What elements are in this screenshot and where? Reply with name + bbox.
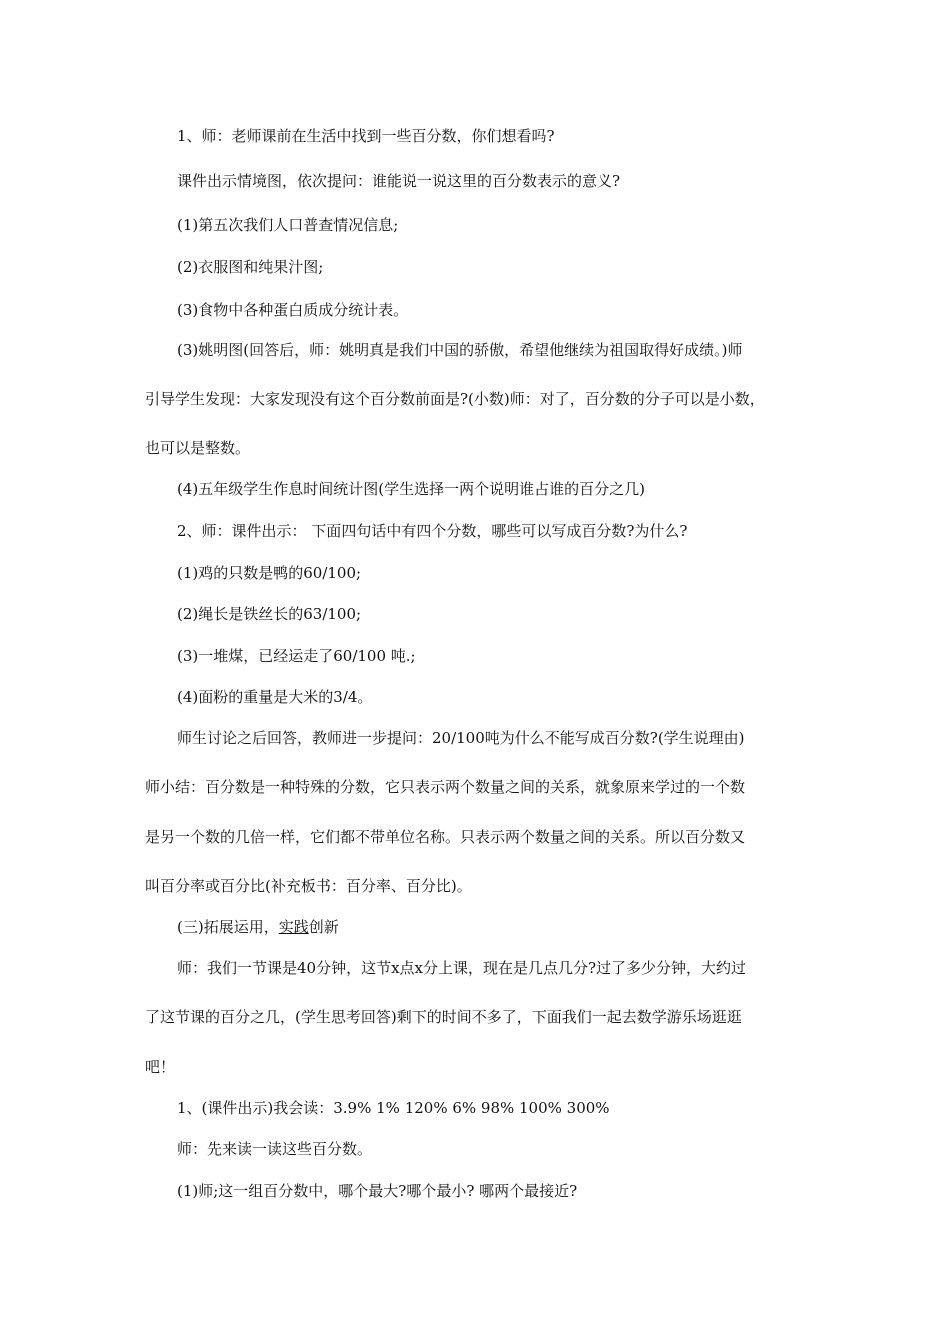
text-line: 吧！ xyxy=(145,1058,176,1076)
text-line: 了这节课的百分之几，(学生思考回答)剩下的时间不多了，下面我们一起去数学游乐场逛逛 xyxy=(145,1008,742,1026)
text-line: 是另一个数的几倍一样，它们都不带单位名称。只表示两个数量之间的关系。所以百分数又 xyxy=(145,828,746,846)
text-line: 叫百分率或百分比(补充板书：百分率、百分比)。 xyxy=(145,877,472,895)
text-line: (3)食物中各种蛋白质成分统计表。 xyxy=(177,301,409,319)
text-line: (3)一堆煤，已经运走了60/100 吨.; xyxy=(177,647,416,665)
underlined-term: 实践 xyxy=(278,918,309,936)
text-line: (3)姚明图(回答后，师：姚明真是我们中国的骄傲，希望他继续为祖国取得好成绩。)师 xyxy=(177,341,743,359)
text-line: (4)五年级学生作息时间统计图(学生选择一两个说明谁占谁的百分之几) xyxy=(177,480,645,498)
text-line: 课件出示情境图，依次提问：谁能说一说这里的百分数表示的意义? xyxy=(177,172,621,190)
heading-text: 创新 xyxy=(308,918,339,936)
text-line: (4)面粉的重量是大米的3/4。 xyxy=(177,688,373,706)
text-line: (2)衣服图和纯果汁图; xyxy=(177,258,324,276)
text-line: 师：先来读一读这些百分数。 xyxy=(177,1140,373,1158)
text-line: (1)鸡的只数是鸭的60/100; xyxy=(177,564,362,582)
text-line: (1)第五次我们人口普查情况信息; xyxy=(177,216,399,234)
text-line: (1)师;这一组百分数中，哪个最大?哪个最小? 哪两个最接近? xyxy=(177,1182,578,1200)
text-line: 2、师：课件出示： 下面四句话中有四个分数，哪些可以写成百分数?为什么? xyxy=(177,522,688,540)
text-line: 引导学生发现：大家发现没有这个百分数前面是?(小数)师：对了，百分数的分子可以是小数， xyxy=(145,390,765,408)
text-line: 1、师：老师课前在生活中找到一些百分数，你们想看吗? xyxy=(177,127,555,145)
section-heading xyxy=(177,917,842,937)
text-line: 师：我们一节课是40分钟，这节x点x分上课，现在是几点几分?过了多少分钟，大约过 xyxy=(177,959,747,977)
text-line: 1、(课件出示)我会读：3.9% 1% 120% 6% 98% 100% 300% xyxy=(177,1099,610,1117)
text-line: 师小结：百分数是一种特殊的分数，它只表示两个数量之间的关系，就象原来学过的一个数 xyxy=(145,778,746,796)
heading-text: (三)拓展运用， xyxy=(177,918,279,936)
text-line: (2)绳长是铁丝长的63/100; xyxy=(177,605,362,623)
text-line: 师生讨论之后回答，教师进一步提问：20/100吨为什么不能写成百分数?(学生说理由) xyxy=(177,729,745,747)
text-line: 也可以是整数。 xyxy=(145,439,251,457)
